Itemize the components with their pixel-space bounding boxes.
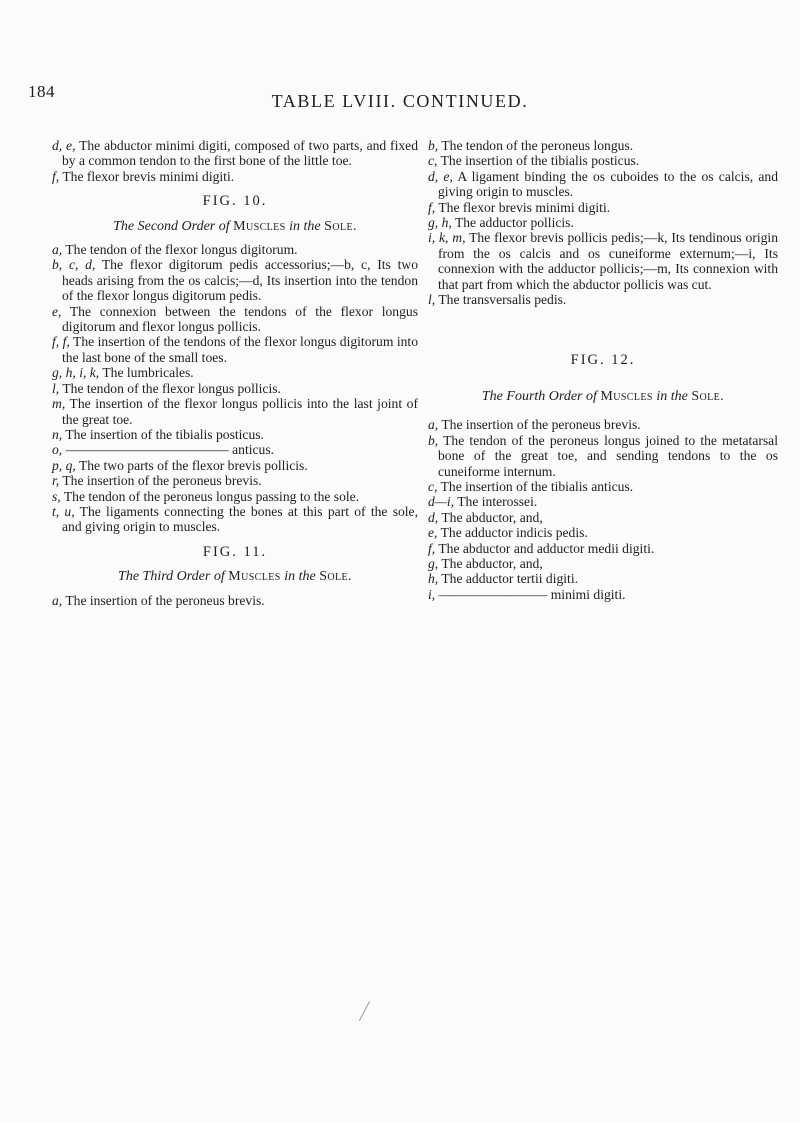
entry-text: The transversalis pedis.	[435, 292, 567, 308]
entry-text: ———————————— anticus.	[62, 442, 275, 458]
legend-entry	[428, 433, 778, 479]
legend-entry	[52, 473, 418, 488]
entry-text: The ligaments connecting the bones at this part of the sole, and giving origin to muscles.	[62, 503, 418, 535]
entry-text: The insertion of the tibialis posticus.	[437, 153, 640, 169]
legend-entry	[52, 365, 418, 380]
entry-text: The adductor tertii digiti.	[438, 571, 579, 587]
entry-text: The insertion of the peroneus brevis.	[438, 417, 641, 433]
entry-text: The insertion of the peroneus brevis.	[62, 592, 265, 608]
fig10-subtitle: The Second Order of Muscles in the Sole.	[113, 218, 357, 234]
legend-entry	[428, 292, 778, 307]
entry-text: The abductor minimi digiti, composed of two parts, and fixed by a common tendon to the first bone of the little toe.	[62, 138, 418, 169]
legend-entry	[428, 153, 778, 168]
entry-label: f, f,	[52, 334, 70, 350]
entry-text: The insertion of the tibialis posticus.	[62, 426, 264, 442]
entry-label: g, h,	[428, 215, 452, 231]
entry-label: i,	[428, 586, 436, 602]
entry-label: b,	[428, 432, 439, 448]
entry-label: d—i,	[428, 494, 455, 510]
entry-label: g, h, i, k,	[52, 365, 100, 381]
fig11-entries	[52, 593, 418, 608]
fig10-entries	[52, 242, 418, 535]
legend-entry	[428, 510, 778, 525]
legend-entry	[52, 334, 418, 365]
entry-text: The flexor digitorum pedis accessorius;—b, c, Its two heads arising from the os calcis;—d, Its insertion into the tendon of the flexor longus digitorum pedis.	[62, 257, 419, 304]
entry-text: The flexor brevis pollicis pedis;—k, Its tendinous origin from the os calcis and os cuneiforme externum;—i, Its connexion with the adductor pollicis;—m, Its connexion with that part from which the abductor pollicis was cut.	[438, 230, 779, 292]
entry-text: A ligament binding the os cuboides to the os calcis, and giving origin to muscles.	[438, 168, 778, 200]
entry-label: g,	[428, 555, 439, 571]
entry-text: The lumbricales.	[99, 365, 194, 381]
legend-entry	[428, 494, 778, 509]
entry-label: e,	[52, 303, 62, 319]
entry-label: c,	[428, 478, 438, 494]
legend-entry	[428, 571, 778, 586]
right-column	[428, 138, 778, 602]
entry-label: n,	[52, 426, 63, 442]
left-intro-entries	[52, 138, 418, 184]
entry-label: a,	[52, 592, 63, 608]
entry-label: d,	[428, 509, 439, 525]
entry-text: The tendon of the flexor longus digitorum.	[62, 242, 298, 258]
entry-label: l,	[428, 292, 436, 308]
entry-text: The connexion between the tendons of the flexor longus digitorum and flexor longus pollicis.	[61, 303, 418, 335]
entry-text: The adductor pollicis.	[451, 215, 574, 231]
legend-entry	[428, 556, 778, 571]
legend-entry	[52, 169, 418, 184]
legend-entry	[52, 489, 418, 504]
legend-entry	[52, 458, 418, 473]
legend-entry	[428, 587, 778, 602]
entry-label: c,	[428, 153, 438, 169]
fig10-heading: FIG. 10.	[202, 193, 268, 210]
legend-entry	[52, 427, 418, 442]
entry-text: ———————— minimi digiti.	[435, 586, 626, 602]
entry-label: t, u,	[52, 503, 75, 519]
entry-text: The tendon of the peroneus longus passing to the sole.	[60, 488, 360, 504]
entry-label: f,	[52, 168, 60, 184]
entry-label: l,	[52, 380, 60, 396]
legend-entry	[52, 138, 418, 169]
entry-text: The two parts of the flexor brevis pollicis.	[75, 457, 308, 473]
entry-label: d, e,	[52, 138, 76, 153]
fig12-subtitle: The Fourth Order of Muscles in the Sole.	[481, 388, 725, 404]
entry-text: The abductor, and,	[438, 509, 543, 525]
entry-text: The adductor indicis pedis.	[437, 525, 588, 541]
entry-label: a,	[428, 417, 439, 433]
legend-entry	[52, 504, 418, 535]
legend-entry	[428, 525, 778, 540]
entry-text: The insertion of the tendons of the flexor longus digitorum into the last bone of the small toes.	[62, 334, 419, 365]
entry-text: The abductor and adductor medii digiti.	[435, 540, 655, 556]
entry-label: b,	[428, 138, 439, 153]
right-intro-entries	[428, 138, 778, 307]
fig11-heading: FIG. 11.	[202, 543, 268, 560]
entry-label: r,	[52, 473, 60, 489]
entry-label: f,	[428, 540, 436, 556]
legend-entry	[428, 169, 778, 200]
entry-label: b, c, d,	[52, 257, 96, 273]
entry-label: d, e,	[428, 168, 453, 184]
legend-entry	[428, 230, 778, 292]
entry-text: The flexor brevis minimi digiti.	[59, 168, 235, 184]
legend-entry	[52, 257, 418, 303]
legend-entry	[428, 417, 778, 432]
entry-label: s,	[52, 488, 61, 504]
fig12-entries	[428, 417, 778, 602]
entry-text: The insertion of the peroneus brevis.	[59, 473, 262, 489]
fig12-heading: FIG. 12.	[570, 352, 636, 369]
legend-entry	[52, 442, 418, 457]
legend-entry	[428, 541, 778, 556]
legend-entry	[52, 593, 418, 608]
legend-entry	[52, 304, 418, 335]
entry-text: The interossei.	[454, 494, 538, 510]
entry-label: a,	[52, 242, 63, 258]
legend-entry	[428, 138, 778, 153]
entry-label: f,	[428, 199, 436, 215]
entry-text: The insertion of the tibialis anticus.	[437, 478, 634, 494]
legend-entry	[52, 396, 418, 427]
entry-text: The abductor, and,	[438, 555, 543, 571]
legend-entry	[52, 381, 418, 396]
entry-text: The tendon of the peroneus longus joined to the metatarsal bone of the great toe, and sending tendons to the os cuneiforme internum.	[438, 432, 778, 479]
entry-label: e,	[428, 525, 438, 541]
entry-label: p, q,	[52, 457, 76, 473]
legend-entry	[52, 242, 418, 257]
left-column	[52, 138, 418, 608]
entry-label: h,	[428, 571, 439, 587]
entry-label: i, k, m,	[428, 230, 466, 246]
entry-text: The tendon of the flexor longus pollicis.	[59, 380, 281, 396]
running-head: TABLE LVIII. CONTINUED.	[271, 91, 529, 111]
legend-entry	[428, 200, 778, 215]
entry-text: The flexor brevis minimi digiti.	[435, 199, 611, 215]
entry-label: o,	[52, 442, 63, 458]
fig11-subtitle: The Third Order of Muscles in the Sole.	[118, 569, 352, 585]
entry-text: The insertion of the flexor longus pollicis into the last joint of the great toe.	[62, 396, 418, 427]
stray-pen-mark	[359, 1001, 370, 1021]
entry-text: The tendon of the peroneus longus.	[438, 138, 634, 153]
legend-entry	[428, 215, 778, 230]
legend-entry	[428, 479, 778, 494]
page-number: 184	[28, 82, 55, 101]
entry-label: m,	[52, 396, 66, 412]
